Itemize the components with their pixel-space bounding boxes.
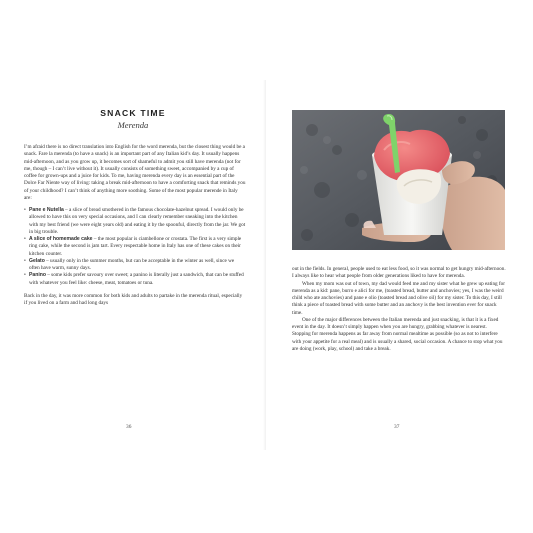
list-item — [24, 272, 246, 287]
page-number-right: 37 — [394, 424, 400, 430]
paragraph-3: One of the major differences between the Italian merenda and just snacking, is that it is a fixed event in the day. It doesn’t simply happen when you are hungry, grabbing whatever is nearest. Stopping for merenda happens as far away from normal mealtime as possible (so as not to interfere with your appetite for a real meal) and is usually a shared, social occasion. A chance to stop what you are doing (work, play, school) and take a break. — [292, 316, 503, 352]
list-item-text: – usually only in the summer months, but can be acceptable in the winter as well, since we often have warm, sunny days. — [29, 257, 235, 271]
page-title: SNACK TIME — [100, 108, 166, 118]
list-item-name: A slice of homemade cake — [29, 236, 93, 242]
list-item-name: Panino — [29, 272, 46, 279]
paragraph-2: When my mom was out of town, my dad would feed me and my sister what he grew up eating for merenda as a kid: pane, burro e alici for me, (toasted bread, butter and anchovies; yes, I was the weird child who ate anchovies) and pane e olio (toasted bread and olive oil) for my sister. To this day, I still think a piece of toasted bread with some butter and an anchovy is the best invention ever for snack time. — [292, 280, 505, 316]
right-body-text — [292, 266, 506, 353]
list-item-text: – the most popular is ciambellone or crostata. The first is a very simple ring cake, while the second is jam tart. Every respectable home in Italy has one of these cakes on their kitchen counter. — [29, 236, 242, 257]
paragraph-1: out in the fields. In general, people used to eat less food, so it was normal to get hungry mid-afternoon. I always like to hear what people from older generations liked to have for merenda. — [292, 266, 506, 280]
list-item — [24, 236, 246, 258]
intro-paragraph: I’m afraid there is no direct translation into English for the word merenda, but the closest thing would be a snack. Fare la merenda (to have a snack) is an important part of any Italian kid’s day. It usually happens mid-afternoon, and as you grow up, it becomes sort of shameful to admit you still have merenda (not for me, though – I can’t live without it). It usually consists of something sweet, accompanied by a cup of coffee for grown-ups and a juice for kids. To me, having merenda every day is an essential part of the Dolce Far Niente way of living: taking a break mid-afternoon to have a comforting snack that reminds you of your childhood? I can’t think of anything more soothing. Some of the most popular merende in Italy are: — [24, 144, 246, 201]
right-page — [266, 80, 533, 450]
gelato-photo — [292, 110, 505, 250]
gelato-image — [292, 110, 505, 250]
closing-paragraph: Back in the day, it was more common for both kids and adults to partake in the merenda ritual, especially if you lived on a farm and had long days — [24, 292, 243, 306]
page-subtitle: Merenda — [117, 120, 149, 130]
merende-list — [24, 207, 246, 287]
list-item — [24, 258, 246, 273]
section-heading — [24, 108, 242, 131]
list-item-name: Pane e Nutella — [29, 207, 64, 213]
list-item-text: – a slice of bread smothered in the famous chocolate-hazelnut spread. I would only be allowed to have this on very special occasions, and I can clearly remember sneaking into the kitchen with my best friend (we were eight years old) and eating it by the spoonful, directly from the jar. We got in big trouble. — [29, 207, 246, 235]
list-item — [24, 207, 246, 236]
list-item-name: Gelato — [29, 257, 45, 264]
page-number-left: 36 — [126, 424, 132, 430]
list-item-text: – some kids prefer savoury over sweet; a panino is literally just a sandwich, that can be stuffed with whatever you feel like: cheese, meat, tomatoes or tuna. — [29, 272, 244, 286]
left-page — [0, 80, 266, 450]
left-body-text — [24, 144, 246, 307]
